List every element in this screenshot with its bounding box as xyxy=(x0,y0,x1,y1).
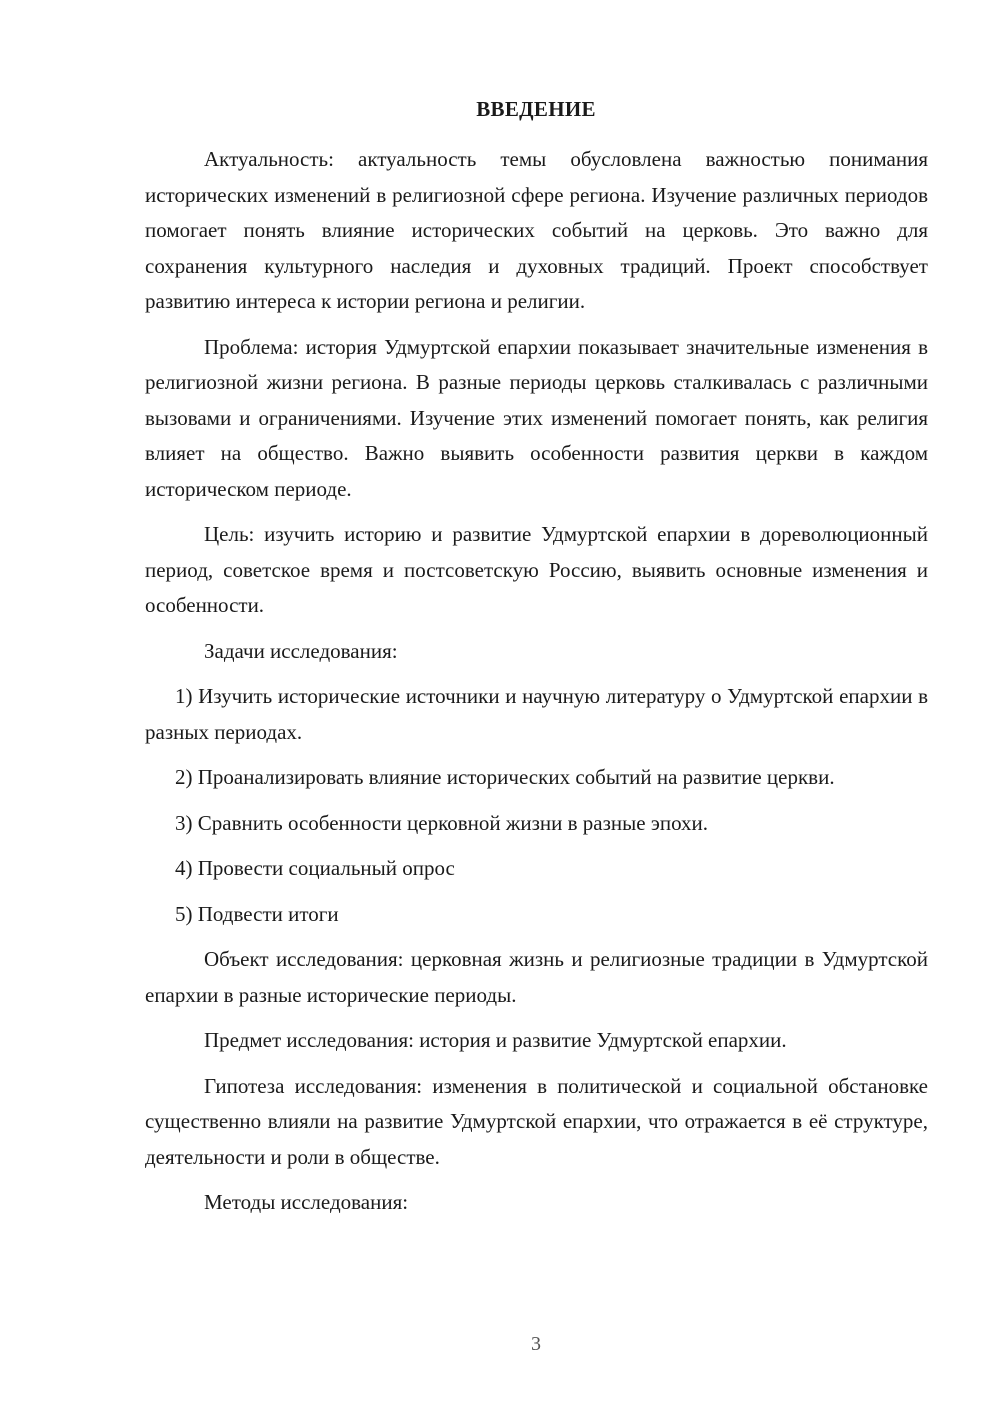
task-item-2: 2) Проанализировать влияние исторических событий на развитие церкви. xyxy=(175,765,835,789)
object-paragraph: Объект исследования: церковная жизнь и религиозные традиции в Удмуртской епархии в разные исторические периоды. xyxy=(145,947,928,1007)
subject-paragraph: Предмет исследования: история и развитие Удмуртской епархии. xyxy=(204,1028,787,1052)
methods-heading: Методы исследования: xyxy=(204,1190,409,1214)
task-item-4: 4) Провести социальный опрос xyxy=(175,856,455,880)
problem-paragraph: Проблема: история Удмуртской епархии показывает значительные изменения в религиозной жизни региона. В разные периоды церковь сталкивалась с различными вызовами и ограничениями. Изучение этих изменений помогает понять, как религия влияет на общество. Важно выявить особенности развития церкви в каждом историческом периоде. xyxy=(145,334,928,501)
relevance-paragraph: Актуальность: актуальность темы обусловлена важностью понимания исторических изменений в религиозной сфере региона. Изучение различных периодов помогает понять влияние исторических событий на церковь. Это важно для сохранения культурного наследия и духовных традиций. Проект способствует развитию интереса к истории региона и религии. xyxy=(145,147,928,313)
page-heading: ВВЕДЕНИЕ xyxy=(476,97,596,121)
task-item-5: 5) Подвести итоги xyxy=(175,901,339,926)
page-number: 3 xyxy=(531,1333,541,1355)
document-body xyxy=(145,142,928,1231)
tasks-heading: Задачи исследования: xyxy=(204,638,398,663)
hypothesis-paragraph: Гипотеза исследования: изменения в политической и социальной обстановке существенно влияли на развитие Удмуртской епархии, что отражается в её структуре, деятельности и роли в обществе. xyxy=(145,1073,928,1169)
task-item-3: 3) Сравнить особенности церковной жизни в разные эпохи. xyxy=(175,810,709,835)
goal-paragraph: Цель: изучить историю и развитие Удмуртской епархии в дореволюционный период, советское время и постсоветскую Россию, выявить основные изменения и особенности. xyxy=(145,522,928,617)
task-item-1: 1) Изучить исторические источники и научную литературу о Удмуртской епархии в разных периодах. xyxy=(145,684,928,744)
